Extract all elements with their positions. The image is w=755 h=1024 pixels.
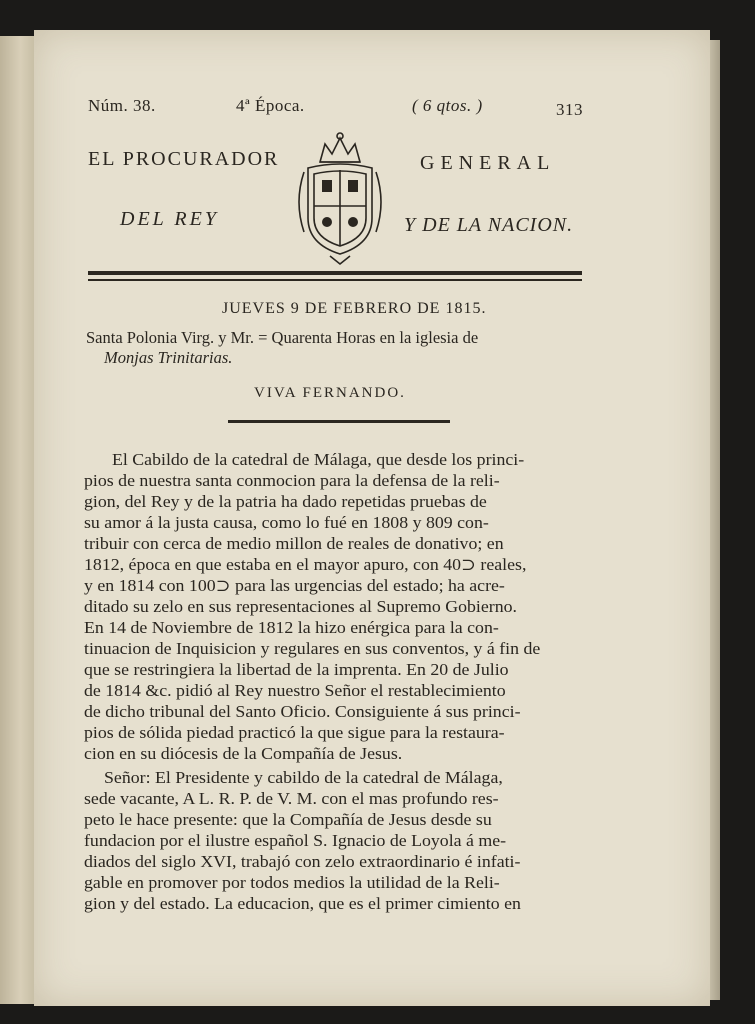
page-number: 313 [556, 100, 583, 119]
body-line: gion, del Rey y de la patria ha dado repetidas pruebas de [84, 492, 487, 511]
body-line: tinuacion de Inquisicion y regulares en sus conventos, y á fin de [84, 639, 541, 658]
body-line: de dicho tribunal del Santo Oficio. Consiguiente á sus princi- [84, 702, 521, 721]
royal-coat-of-arms-icon [290, 132, 390, 266]
body-line: pios de sólida piedad practicó la que sigue para la restaura- [84, 723, 505, 742]
body-line: Señor: El Presidente y cabildo de la catedral de Málaga, [104, 768, 503, 787]
body-line: de 1814 &c. pidió al Rey nuestro Señor el restablecimiento [84, 681, 506, 700]
body-line: que se restringiera la libertad de la imprenta. En 20 de Julio [84, 660, 509, 679]
motto: VIVA FERNANDO. [254, 385, 406, 401]
body-line: 1812, época en que estaba en el mayor apuro, con 40⊃ reales, [84, 555, 527, 574]
section-rule [228, 420, 450, 423]
body-line: su amor á la justa causa, como lo fué en 1808 y 809 con- [84, 513, 489, 532]
title-left-bottom: DEL REY [120, 208, 219, 230]
issue-date: JUEVES 9 DE FEBRERO DE 1815. [222, 300, 487, 317]
saint-line-2: Monjas Trinitarias. [104, 348, 233, 367]
body-line: gable en promover por todos medios la utilidad de la Reli- [84, 873, 500, 892]
body-line: cion en su diócesis de la Compañía de Jesus. [84, 744, 403, 763]
issue-number: Núm. 38. [88, 96, 156, 115]
body-line: peto le hace presente: que la Compañía de Jesus desde su [84, 810, 492, 829]
double-rule-thin [88, 279, 582, 281]
body-line: gion y del estado. La educacion, que es el primer cimiento en [84, 894, 521, 913]
title-right-bottom: Y DE LA NACION. [404, 214, 574, 236]
body-line: En 14 de Noviembre de 1812 la hizo enérgica para la con- [84, 618, 499, 637]
body-line: sede vacante, A L. R. P. de V. M. con el mas profundo res- [84, 789, 499, 808]
title-right-top: GENERAL [420, 152, 556, 174]
double-rule-thick [88, 271, 582, 275]
title-left-top: EL PROCURADOR [88, 148, 280, 170]
body-line: tribuir con cerca de medio millon de reales de donativo; en [84, 534, 504, 553]
body-line: diados del siglo XVI, trabajó con zelo extraordinario é infati- [84, 852, 521, 871]
body-line: ditado su zelo en sus representaciones al Supremo Gobierno. [84, 597, 518, 616]
body-line: fundacion por el ilustre español S. Ignacio de Loyola á me- [84, 831, 507, 850]
epoch: 4ª Época. [236, 96, 305, 115]
quarto-count: ( 6 qtos. ) [412, 96, 483, 115]
saint-line-1: Santa Polonia Virg. y Mr. = Quarenta Horas en la iglesia de [86, 328, 479, 347]
body-line: y en 1814 con 100⊃ para las urgencias del estado; ha acre- [84, 576, 505, 595]
body-line: pios de nuestra santa conmocion para la defensa de la reli- [84, 471, 500, 490]
body-line: El Cabildo de la catedral de Málaga, que desde los princi- [112, 450, 525, 469]
book-spine [0, 36, 34, 1004]
